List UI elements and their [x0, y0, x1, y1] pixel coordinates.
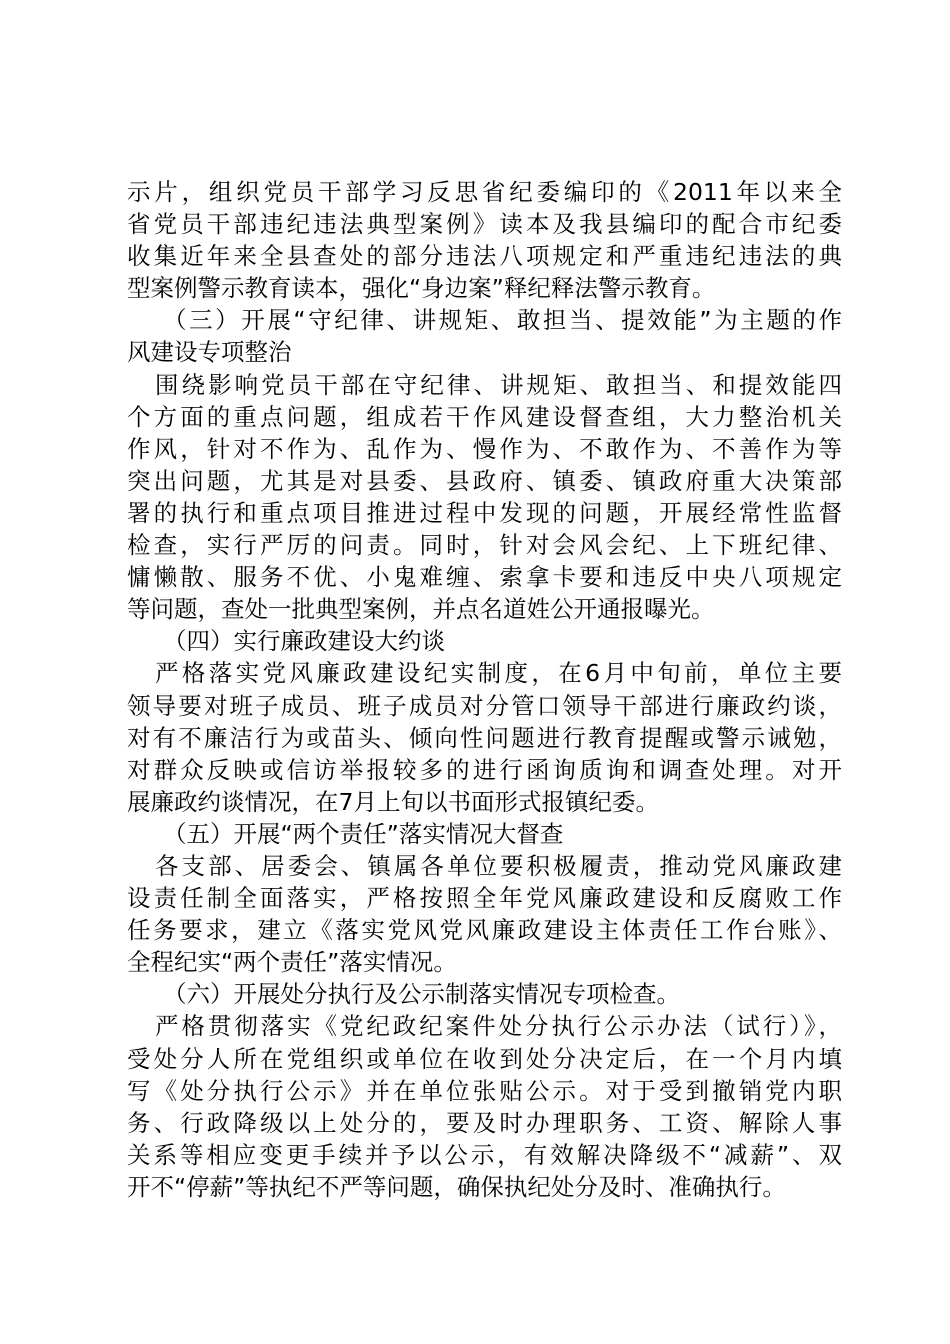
text-line: 设责任制全面落实，严格按照全年党风廉政建设和反腐败工作: [127, 884, 842, 913]
text-line: 严格贯彻落实《党纪政纪案件处分执行公示办法（试行）》，: [155, 1012, 842, 1041]
text-line: 任务要求，建立《落实党风党风廉政建设主体责任工作台账》、: [127, 916, 842, 945]
text-line: 作风，针对不作为、乱作为、慢作为、不敢作为、不善作为等: [127, 434, 842, 463]
paragraph: [127, 850, 842, 978]
paragraph: [127, 369, 842, 626]
paragraph: [127, 657, 842, 817]
text-line: 型案例警示教育读本，强化“身边案”释纪释法警示教育。: [127, 274, 716, 303]
text-line: 各支部、居委会、镇属各单位要积极履责，推动党风廉政建: [155, 851, 842, 880]
text-line: 开不“停薪”等执纪不严等问题，确保执纪处分及时、准确执行。: [127, 1172, 786, 1201]
text-line: 关系等相应变更手续并予以公示，有效解决降级不“减薪”、双: [127, 1140, 842, 1169]
heading-line: （三）开展“守纪律、讲规矩、敢担当、提效能”为主题的作: [163, 306, 842, 335]
section-heading: [127, 625, 842, 657]
text-line: 突出问题，尤其是对县委、县政府、镇委、镇政府重大决策部: [127, 466, 842, 495]
section-heading: [127, 818, 842, 850]
text-line: 检查，实行严厉的问责。同时，针对会风会纪、上下班纪律、: [127, 531, 842, 560]
heading-line: （六）开展处分执行及公示制落实情况专项检查。: [163, 980, 680, 1009]
text-line: 对群众反映或信访举报较多的进行函询质询和调查处理。对开: [127, 755, 842, 784]
text-line: 写《处分执行公示》并在单位张贴公示。对于受到撤销党内职: [127, 1076, 842, 1105]
text-line: 省党员干部违纪违法典型案例》读本及我县编印的配合市纪委: [127, 210, 842, 239]
heading-line: （四）实行廉政建设大约谈: [163, 627, 445, 656]
text-line: 围绕影响党员干部在守纪律、讲规矩、敢担当、和提效能四: [155, 370, 842, 399]
text-line: 署的执行和重点项目推进过程中发现的问题，开展经常性监督: [127, 498, 842, 527]
text-line: 严格落实党风廉政建设纪实制度，在6月中旬前，单位主要: [155, 659, 842, 688]
text-line: 受处分人所在党组织或单位在收到处分决定后，在一个月内填: [127, 1044, 842, 1073]
section-heading: [127, 304, 842, 368]
heading-line: 风建设专项整治: [127, 338, 292, 367]
heading-line: （五）开展“两个责任”落实情况大督查: [163, 819, 564, 848]
text-line: 收集近年来全县查处的部分违法八项规定和严重违纪违法的典: [127, 242, 842, 271]
section-heading: [127, 978, 842, 1010]
text-line: 慵懒散、服务不优、小鬼难缠、索拿卡要和违反中央八项规定: [127, 563, 842, 592]
paragraph: [127, 1010, 842, 1203]
text-line: 全程纪实“两个责任”落实情况。: [127, 948, 457, 977]
text-line: 展廉政约谈情况，在7月上旬以书面形式报镇纪委。: [127, 787, 659, 816]
text-line: 对有不廉洁行为或苗头、倾向性问题进行教育提醒或警示诫勉，: [127, 723, 842, 752]
text-line: 领导要对班子成员、班子成员对分管口领导干部进行廉政约谈，: [127, 691, 842, 720]
document-body: [127, 176, 842, 1203]
text-line: 等问题，查处一批典型案例，并点名道姓公开通报曝光。: [127, 595, 715, 624]
text-line: 示片，组织党员干部学习反思省纪委编印的《2011年以来全: [127, 178, 842, 206]
paragraph: [127, 176, 842, 304]
text-line: 务、行政降级以上处分的，要及时办理职务、工资、解除人事: [127, 1108, 842, 1137]
text-line: 个方面的重点问题，组成若干作风建设督查组，大力整治机关: [127, 402, 842, 431]
